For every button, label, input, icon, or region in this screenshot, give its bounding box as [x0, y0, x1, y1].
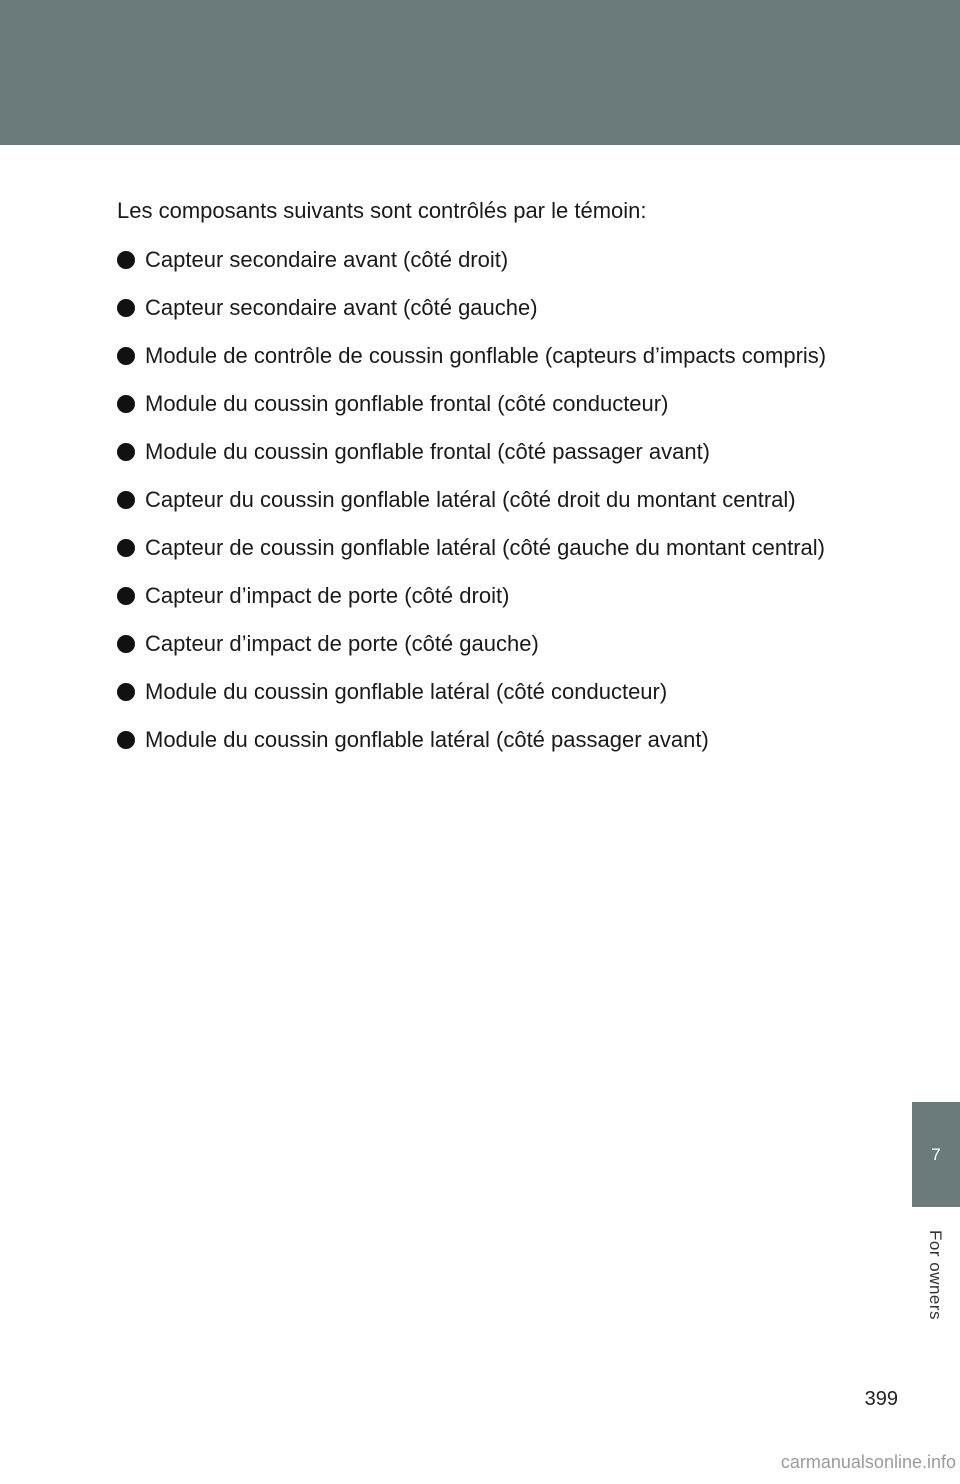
bullet-icon: [117, 251, 135, 269]
list-item-text: Module du coussin gonflable latéral (côté conducteur): [145, 679, 668, 704]
list-item: [117, 580, 893, 612]
header-band: [0, 0, 960, 145]
list-item: [117, 484, 893, 516]
watermark: carmanualsonline.info: [780, 1452, 956, 1472]
list-item: [117, 340, 893, 372]
bullet-icon: [117, 443, 135, 461]
component-list: [117, 244, 893, 756]
list-item: [117, 436, 893, 468]
list-item: [117, 724, 893, 756]
list-item-text: Capteur secondaire avant (côté droit): [145, 247, 509, 272]
list-item-text: Capteur d’impact de porte (côté droit): [145, 583, 510, 608]
list-item-text: Capteur du coussin gonflable latéral (côté droit du montant central): [145, 487, 796, 512]
list-item-text: Capteur d’impact de porte (côté gauche): [145, 631, 539, 656]
chapter-number: 7: [931, 1144, 941, 1164]
bullet-icon: [117, 635, 135, 653]
list-item: [117, 244, 893, 276]
list-item: [117, 676, 893, 708]
page-content: [117, 196, 893, 772]
list-item: [117, 388, 893, 420]
list-item-text: Module du coussin gonflable frontal (côté passager avant): [145, 439, 711, 464]
chapter-tab: [912, 1102, 960, 1207]
list-item-text: Module du coussin gonflable latéral (côté passager avant): [145, 727, 709, 752]
bullet-icon: [117, 395, 135, 413]
bullet-icon: [117, 347, 135, 365]
bullet-icon: [117, 299, 135, 317]
list-item: [117, 532, 893, 564]
chapter-label-text: For owners: [926, 1229, 945, 1321]
page-number: 399: [864, 1388, 898, 1410]
bullet-icon: [117, 683, 135, 701]
bullet-icon: [117, 587, 135, 605]
list-item-text: Capteur de coussin gonflable latéral (côté gauche du montant central): [145, 535, 825, 560]
bullet-icon: [117, 539, 135, 557]
bullet-icon: [117, 491, 135, 509]
list-item-text: Module de contrôle de coussin gonflable (capteurs d’impacts compris): [145, 343, 827, 368]
chapter-label: [915, 1220, 955, 1330]
bullet-icon: [117, 731, 135, 749]
list-item: [117, 292, 893, 324]
intro-text: Les composants suivants sont contrôlés par le témoin:: [117, 198, 647, 223]
list-item-text: Capteur secondaire avant (côté gauche): [145, 295, 538, 320]
list-item: [117, 628, 893, 660]
list-item-text: Module du coussin gonflable frontal (côté conducteur): [145, 391, 669, 416]
